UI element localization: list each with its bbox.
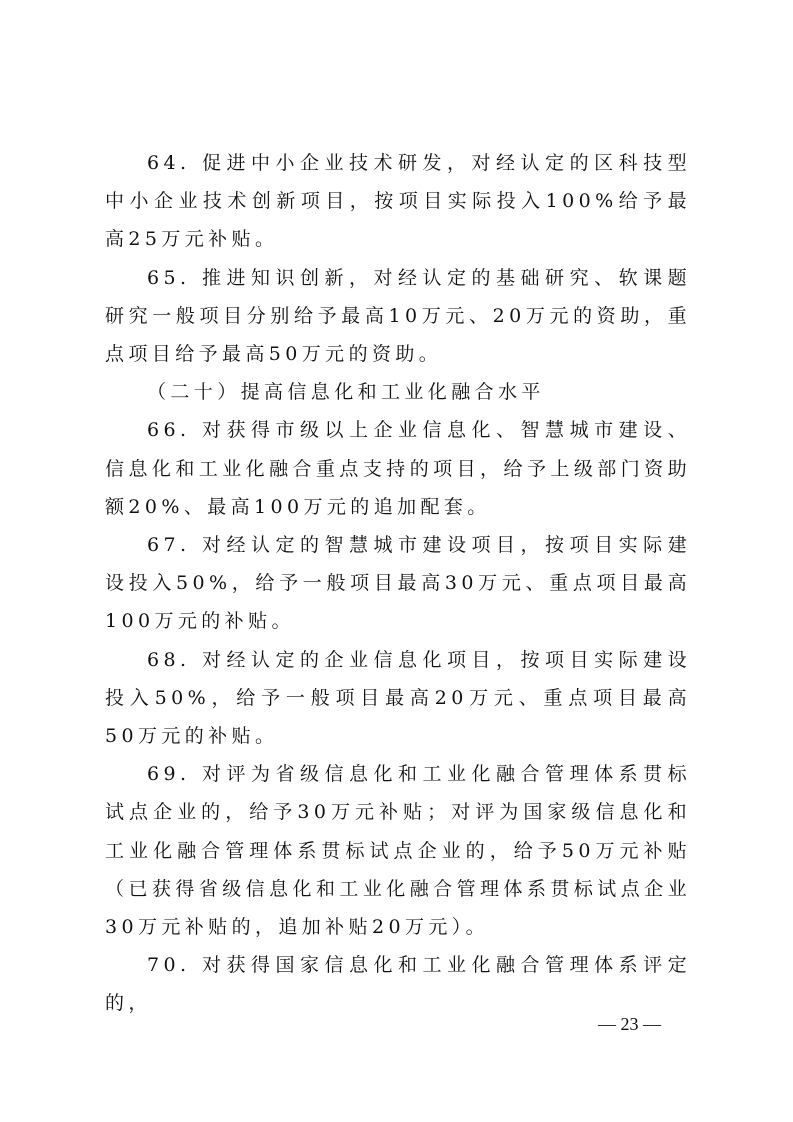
page-number: — 23 — bbox=[598, 1014, 661, 1034]
paragraph-66: 66. 对获得市级以上企业信息化、智慧城市建设、信息化和工业化融合重点支持的项目，给予上级部门资助额20%、最高100万元的追加配套。 bbox=[105, 419, 691, 518]
paragraph-67: 67. 对经认定的智慧城市建设项目，按项目实际建设投入50%，给予一般项目最高30万元、重点项目最高100万元的补贴。 bbox=[105, 534, 691, 633]
paragraph-65: 65. 推进知识创新，对经认定的基础研究、软课题研究一般项目分别给予最高10万元、20万元的资助，重点项目给予最高50万元的资助。 bbox=[105, 266, 691, 366]
section-heading-20: （二十）提高信息化和工业化融合水平 bbox=[147, 381, 545, 404]
paragraph-69: 69. 对评为省级信息化和工业化融合管理体系贯标试点企业的，给予30万元补贴；对评为国家级信息化和工业化融合管理体系贯标试点企业的，给予50万元补贴（已获得省级信息化和工业化融合管理体系贯标试点企业30万元补贴的，追加补贴20万元）。 bbox=[105, 763, 691, 939]
paragraph-68: 68. 对经认定的企业信息化项目，按项目实际建设投入50%，给予一般项目最高20万元、重点项目最高50万元的补贴。 bbox=[105, 648, 691, 748]
document-body bbox=[105, 144, 691, 1023]
paragraph-64: 64. 促进中小企业技术研发，对经认定的区科技型中小企业技术创新项目，按项目实际投入100%给予最高25万元补贴。 bbox=[105, 152, 691, 251]
paragraph-70: 70. 对获得国家信息化和工业化融合管理体系评定的， bbox=[105, 954, 691, 1015]
